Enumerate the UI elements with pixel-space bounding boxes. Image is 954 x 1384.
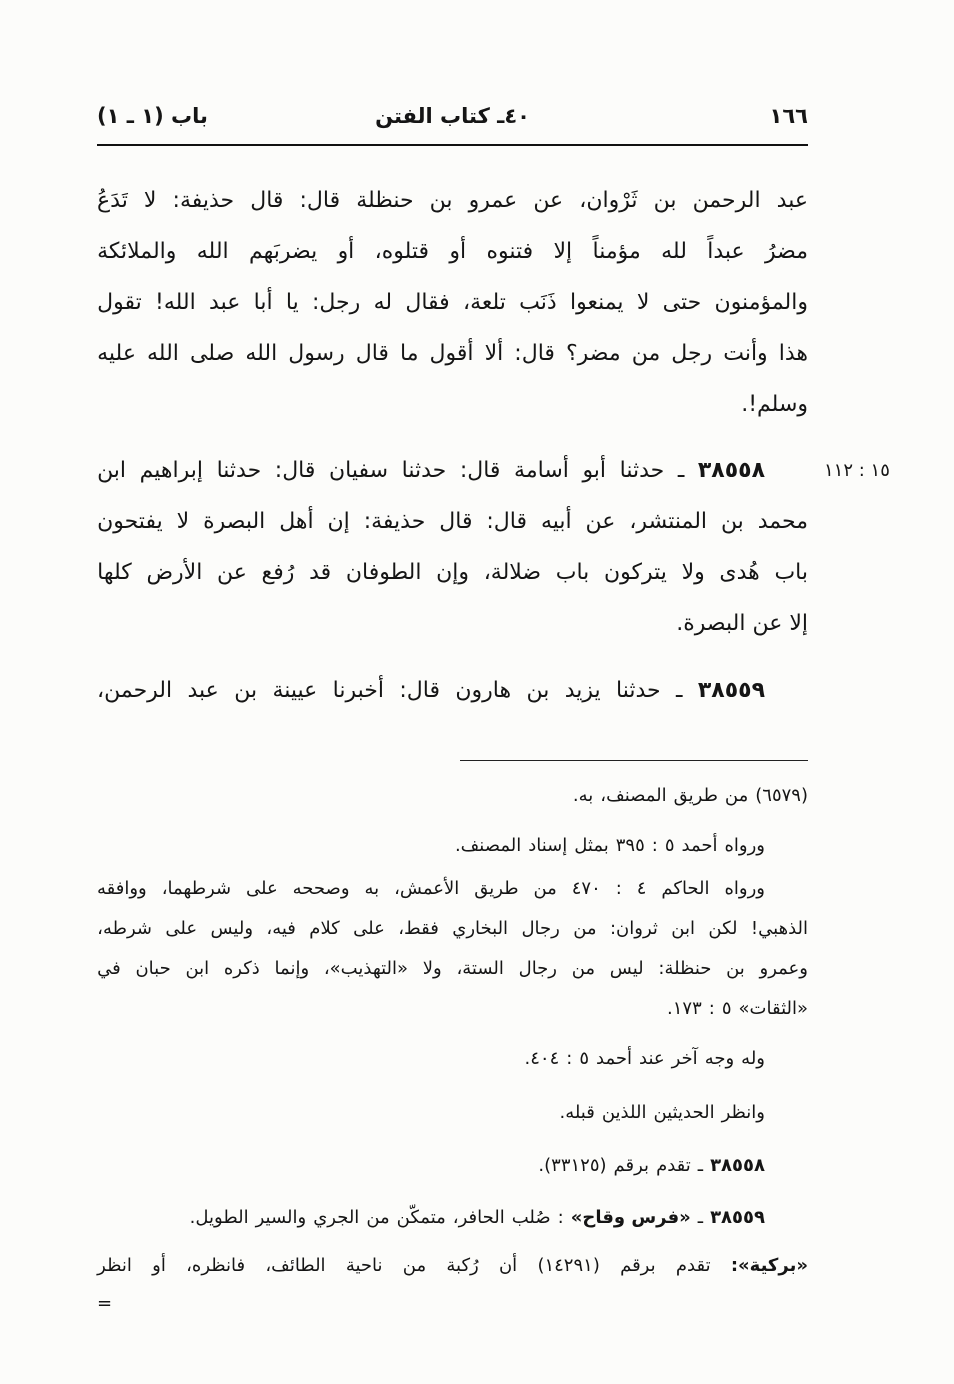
word: ـ [697, 1154, 704, 1176]
word: وإن [436, 560, 470, 585]
word: تقدم [656, 1154, 691, 1176]
footnote-6579 [97, 775, 808, 815]
word: قال: [486, 509, 528, 534]
footnote-line [97, 1038, 808, 1078]
word: رجل: [311, 290, 361, 315]
text-line [97, 226, 808, 277]
word: المصنف، [600, 784, 667, 806]
word: المصنف. [454, 834, 522, 856]
word: أحمد [681, 834, 718, 856]
running-header [97, 96, 808, 136]
word: قال [439, 509, 473, 534]
word: بن [234, 678, 258, 703]
word: برقم [620, 1254, 656, 1276]
word: حدثنا [616, 678, 661, 703]
word: متمكّن [396, 1206, 446, 1228]
word: عبداً [707, 239, 745, 264]
word: هُدى [719, 560, 760, 585]
word: أحمد [596, 1047, 632, 1069]
word: ـ [676, 678, 683, 703]
word: : [708, 997, 715, 1019]
word: الطويل. [189, 1206, 249, 1228]
word: حذيفة: [363, 509, 426, 534]
word: الله [147, 341, 179, 366]
word: فانظره، [186, 1254, 246, 1276]
word: قال: [274, 458, 316, 483]
word: يضربَهم [248, 239, 318, 264]
word: عند [639, 1047, 665, 1069]
footnote-rule [460, 760, 808, 761]
word: قال: [299, 188, 341, 213]
word: قال [250, 188, 284, 213]
word: صلى [189, 341, 235, 366]
word: لا [636, 290, 650, 315]
word: وأنت [723, 341, 768, 366]
footnote-hakim [97, 868, 808, 1028]
word: طريق [474, 877, 519, 899]
word: إن [327, 509, 350, 534]
header-rule [97, 144, 808, 146]
hadith-number: ٣٨٥٥٨ [697, 458, 765, 483]
word: على [165, 917, 198, 939]
word: برقم [613, 1154, 650, 1176]
word: إلا [789, 611, 808, 636]
footnote-see-also [97, 1092, 808, 1132]
word: وعمرو [759, 957, 808, 979]
word: عن [585, 509, 616, 534]
word: حدثنا [401, 458, 447, 483]
word: الجري [313, 1206, 360, 1228]
page-number: ١٦٦ [769, 104, 808, 128]
word: ٤ [636, 877, 647, 899]
word: حبان [135, 957, 171, 979]
footnote-line [97, 1092, 808, 1132]
word: أو [337, 239, 355, 264]
word: فقط، [398, 917, 439, 939]
book-title: ٤٠ـ كتاب الفتن [375, 104, 530, 128]
word: تقول [97, 290, 142, 315]
word: الطوفان [345, 560, 422, 585]
word: أهل [279, 509, 314, 534]
word: وسلم!. [741, 392, 808, 417]
word: : [615, 877, 622, 899]
word: الحافر، [452, 1206, 505, 1228]
word: بن [726, 957, 745, 979]
word: والمؤمنون [714, 290, 808, 315]
footnote-38558 [97, 1145, 808, 1185]
glossed-term: «بركية»: [730, 1254, 808, 1276]
word: يزيد [564, 678, 601, 703]
word: من [631, 341, 661, 366]
paragraph-continued [97, 175, 808, 430]
word: ٥ [579, 1047, 590, 1069]
word: بن [429, 188, 453, 213]
word: تلعة، [462, 290, 506, 315]
word: الستة، [456, 957, 504, 979]
word: الأرض [146, 560, 203, 585]
footnote-line [97, 868, 808, 908]
word: ٤٠٤. [524, 1047, 560, 1069]
word: ابن [97, 458, 127, 483]
word: ابن [185, 957, 210, 979]
text-line [97, 379, 808, 430]
word: : [566, 1047, 573, 1069]
word: ما [400, 341, 419, 366]
word: شرطهما، [161, 877, 232, 899]
word: ليس [609, 957, 644, 979]
word: وصححه [292, 877, 350, 899]
footnote-ahmad [97, 825, 808, 865]
word: أبيه [540, 509, 572, 534]
word: ـ [677, 458, 685, 483]
word: أبو [582, 458, 607, 483]
word: الرحمن، [97, 678, 173, 703]
word: ١٧٣. [667, 997, 702, 1019]
word: والسير [255, 1206, 307, 1228]
word: بمثل [574, 834, 609, 856]
word: يمنعوا [569, 290, 624, 315]
word: لا [176, 509, 190, 534]
word: هذا [778, 341, 808, 366]
word: عن [533, 188, 564, 213]
word: ناحية [345, 1254, 383, 1276]
word: وليس [210, 917, 254, 939]
word: من [573, 917, 597, 939]
word: لا [143, 188, 157, 213]
text-line [97, 175, 808, 226]
footnote-line [97, 1145, 808, 1185]
word: (٦٥٧٩) [755, 784, 808, 806]
word: ٥ [664, 834, 675, 856]
word: رُكبة [446, 1254, 479, 1276]
word: المنتشر، [629, 509, 708, 534]
word: ووافقه [97, 877, 147, 899]
word: ثَرْوان، [579, 188, 638, 213]
word: ابن [671, 917, 695, 939]
word: ذَنَب [519, 290, 557, 315]
word: أو [449, 239, 467, 264]
word: لكن [708, 917, 738, 939]
word: أقول [429, 341, 474, 366]
word: الرحمن [692, 188, 761, 213]
word: اللذين [601, 1101, 647, 1123]
hadith-number: ٣٨٥٥٩ [697, 678, 765, 703]
word: من [533, 877, 557, 899]
word: محمد [757, 509, 808, 534]
word: من [402, 1254, 427, 1276]
word: عن [217, 560, 247, 585]
word: من [724, 784, 749, 806]
word: رجال [521, 917, 560, 939]
continuation-mark: = [97, 1292, 113, 1314]
word: كلها [97, 560, 132, 585]
word: إلا [553, 239, 573, 264]
word: ٣٩٥ [615, 834, 645, 856]
word: حنظلة [356, 188, 414, 213]
word: قتلوه، [374, 239, 430, 264]
footnote-line [97, 1245, 808, 1285]
word: أخبرنا [332, 678, 384, 703]
chapter-label: باب (١ ـ ١) [97, 104, 208, 128]
word: أو [152, 1254, 166, 1276]
word: بن [526, 678, 550, 703]
word: فتنوه [486, 239, 534, 264]
word: أبا [253, 290, 273, 315]
word: سفيان [328, 458, 389, 483]
word: ثروان: [609, 917, 658, 939]
footnote-line [97, 825, 808, 865]
word: (١٤٢٩١) [537, 1254, 600, 1276]
word: عن [752, 611, 783, 636]
word: به. [572, 784, 594, 806]
word: يتركون [603, 560, 667, 585]
word: عبد [776, 188, 808, 213]
word: ولا [422, 957, 442, 979]
text-line [97, 277, 808, 328]
word: وانظر [721, 1101, 765, 1123]
word: عبد [187, 678, 219, 703]
text-line [97, 328, 808, 379]
word: حدثنا [619, 458, 665, 483]
word: يا [285, 290, 299, 315]
word: ورواه [724, 834, 765, 856]
text-line [97, 598, 808, 649]
word: عبد [209, 290, 241, 315]
glossed-term: «فرس وقاح» [570, 1206, 691, 1228]
word: له [373, 290, 393, 315]
word: حدثنا [216, 458, 262, 483]
word: «التهذيب»، [323, 957, 409, 979]
word: الحاكم [661, 877, 710, 899]
word: به [364, 877, 380, 899]
word: ورواه [724, 877, 765, 899]
hadith-number: ٣٨٥٥٩ [710, 1206, 765, 1228]
word: وجه [704, 1047, 735, 1069]
word: باب [555, 560, 590, 585]
word: البصرة. [676, 611, 746, 636]
text-line [97, 496, 808, 547]
hadith-38559 [97, 665, 808, 716]
word: على [246, 877, 278, 899]
word: وإنما [274, 957, 310, 979]
word: الذهبي! [750, 917, 808, 939]
word: من [366, 1206, 390, 1228]
word: ٥ [721, 997, 732, 1019]
word: قد [309, 560, 332, 585]
word: (٣٣١٢٥). [538, 1154, 607, 1176]
word: وله [741, 1047, 765, 1069]
footnote-line [97, 775, 808, 815]
word: كلام [309, 917, 340, 939]
word: تقدم [675, 1254, 711, 1276]
word: شرطه، [97, 917, 152, 939]
word: الأعمش، [394, 877, 460, 899]
word: قال: [514, 341, 555, 366]
word: مضر؟ [565, 341, 621, 366]
word: باب [774, 560, 808, 585]
word: رجل [671, 341, 713, 366]
footnote-38559 [97, 1197, 808, 1237]
word: رسول [288, 341, 345, 366]
word: الله [245, 341, 278, 366]
word: حذيفة: [172, 188, 235, 213]
word: البصرة [203, 509, 266, 534]
word: مضرُ [764, 239, 808, 264]
word: إسناد [528, 834, 568, 856]
word: رجال [518, 957, 557, 979]
word: بن [720, 509, 744, 534]
footnote-line [97, 948, 808, 988]
word: أسامة [514, 458, 569, 483]
word: حتى [662, 290, 702, 315]
footnote-line [97, 1197, 808, 1237]
word: على [353, 917, 385, 939]
text-line [97, 665, 808, 716]
word: حنظلة: [658, 957, 712, 979]
word: والملائكة [97, 239, 177, 264]
word: رُفع [261, 560, 295, 585]
dash: ـ [697, 1206, 704, 1228]
word: ولا [681, 560, 705, 585]
word: «الثقات» [738, 997, 808, 1019]
word: ذكره [223, 957, 260, 979]
word: في [97, 957, 121, 979]
word: الله! [155, 290, 196, 315]
word: انظر [97, 1254, 132, 1276]
word: عليه [97, 341, 136, 366]
word: الطائف، [265, 1254, 326, 1276]
footnote-line [97, 908, 808, 948]
word: : [557, 1206, 564, 1228]
word: عيينة [272, 678, 318, 703]
word: ٤٧٠ [571, 877, 601, 899]
word: : [651, 834, 658, 856]
word: ألا [484, 341, 504, 366]
word: بن [653, 188, 677, 213]
word: هارون [455, 678, 512, 703]
word: من [571, 957, 596, 979]
word: فقال [405, 290, 450, 315]
word: قال: [399, 678, 440, 703]
hadith-number: ٣٨٥٥٨ [710, 1154, 765, 1176]
word: آخر [671, 1047, 698, 1069]
word: لله [661, 239, 687, 264]
word: صُلب [511, 1206, 551, 1228]
word: إبراهيم [139, 458, 203, 483]
word: أن [498, 1254, 518, 1276]
word: فيه، [266, 917, 296, 939]
word: مؤمناً [592, 239, 641, 264]
word: البخاري [452, 917, 509, 939]
margin-reference: ١٥ : ١١٢ [824, 460, 890, 481]
word: الله [196, 239, 229, 264]
hadith-38558 [97, 445, 808, 649]
text-line [97, 547, 808, 598]
word: عمرو [468, 188, 518, 213]
word: قبله. [559, 1101, 595, 1123]
word: طريق [673, 784, 718, 806]
word: تَدَعُ [97, 188, 128, 213]
word: قال: [459, 458, 501, 483]
word: يفتحون [97, 509, 163, 534]
word: ضلالة، [483, 560, 542, 585]
text-line [97, 445, 808, 496]
word: قال [355, 341, 389, 366]
word: الحديثين [653, 1101, 715, 1123]
footnote-line [97, 988, 808, 1028]
footnote-barkiya [97, 1245, 808, 1285]
footnote-other-route [97, 1038, 808, 1078]
